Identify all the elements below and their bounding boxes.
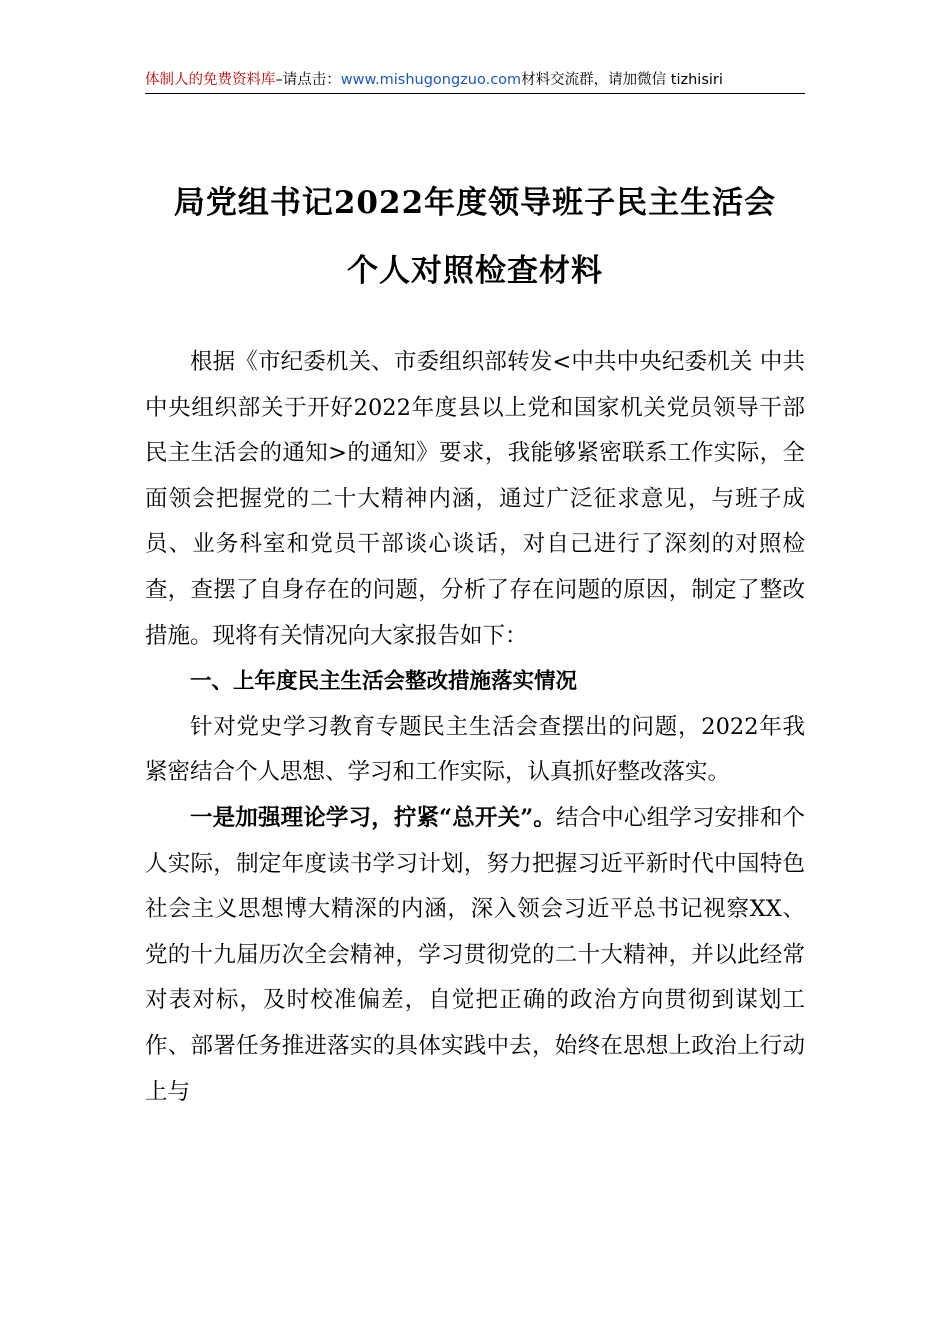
intro-paragraph: 根据《市纪委机关、市委组织部转发<中共中央纪委机关 中共中央组织部关于开好2022年度县以上党和国家机关党员领导干部民主生活会的通知>的通知》要求，我能够紧密联系工作实际，全面领会把握党的二十大精神内涵，通过广泛征求意见，与班子成员、业务科室和党员干部谈心谈话，对自己进行了深刻的对照检查，查摆了自身存在的问题，分析了存在问题的原因，制定了整改措施。现将有关情况向大家报告如下： <box>145 349 805 649</box>
header-suffix: 材料交流群，请加微信 tizhisiri <box>521 72 723 88</box>
item-text: 结合中心组学习安排和个人实际，制定年度读书学习计划，努力把握习近平新时代中国特色社会主义思想博大精深的内涵，深入领会习近平总书记视察XX、党的十九届历次全会精神，学习贯彻党的二十大精神，并以此经常对表对标，及时校准偏差，自觉把正确的政治方向贯彻到谋划工作、部署任务推进落实的具体实践中去，始终在思想上政治上行动上与 <box>145 804 805 1105</box>
section-heading: 一、上年度民主生活会整改措施落实情况 <box>190 669 578 695</box>
item-paragraph <box>145 796 805 1115</box>
document-title-line1: 局党组书记2022年度领导班子民主生活会 <box>173 185 777 221</box>
section-paragraph: 针对党史学习教育专题民主生活会查摆出的问题，2022年我紧密结合个人思想、学习和工作实际，认真抓好整改落实。 <box>145 713 805 786</box>
header-url-link[interactable]: www.mishugongzuo.com <box>340 72 522 88</box>
header-divider <box>145 93 805 94</box>
page-header <box>145 70 805 90</box>
header-brand: 体制人的免费资料库 <box>145 72 276 88</box>
item-lead: 一是加强理论学习，拧紧“总开关”。 <box>190 804 556 831</box>
header-prompt: –请点击： <box>275 72 341 88</box>
document-title-line2: 个人对照检查材料 <box>347 253 603 289</box>
document-body <box>145 340 805 1115</box>
